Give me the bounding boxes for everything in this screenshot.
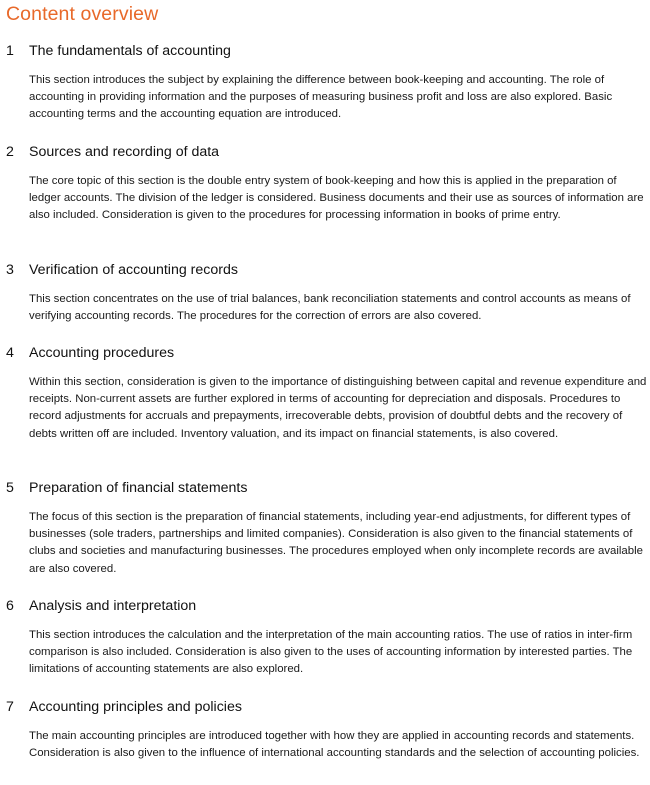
- section-body: The focus of this section is the preparation of financial statements, including year-end adjustments, for different types of businesses (sole traders, partnerships and limited companies). Consideration is also given to the financial statements of clubs and societies and manufacturing businesses. The procedures employed when only incomplete records are available are also covered.: [29, 511, 643, 575]
- section-title: Accounting procedures: [29, 345, 175, 361]
- section-title: Sources and recording of data: [29, 144, 220, 160]
- section-heading: [0, 261, 650, 279]
- section-number: 4: [6, 345, 14, 361]
- section-title: Verification of accounting records: [29, 262, 238, 278]
- section-heading: [0, 597, 650, 615]
- section-1: [0, 42, 650, 124]
- section-body: This section introduces the subject by explaining the difference between book-keeping and accounting. The role of accounting in providing information and the purposes of measuring business profit and loss are also explored. Basic accounting terms and the accounting equation are introduced.: [29, 74, 613, 121]
- section-number: 7: [6, 699, 14, 715]
- section-body: The main accounting principles are introduced together with how they are applied in accounting records and statements. Consideration is also given to the influence of international accounting standards and the selection of accounting policies.: [29, 730, 640, 760]
- section-heading: [0, 42, 650, 60]
- section-body: This section introduces the calculation and the interpretation of the main accounting ratios. The use of ratios in inter-firm comparison is also included. Consideration is also given to the uses of accounting information by interested parties. The limitations of accounting statements are also explored.: [29, 629, 633, 676]
- section-2: [0, 143, 650, 225]
- section-3: [0, 261, 650, 325]
- section-number: 5: [6, 480, 14, 496]
- section-heading: [0, 344, 650, 362]
- section-title: The fundamentals of accounting: [29, 43, 231, 59]
- section-body: Within this section, consideration is given to the importance of distinguishing between capital and revenue expenditure and receipts. Non-current assets are further explored in terms of accounting for depreciation and disposals. Procedures to record adjustments for accruals and prepayments, irrecoverable debts, provision of doubtful debts and the recovery of debts written off are included. Inventory valuation, and its impact on financial statements, is also covered.: [29, 376, 647, 440]
- section-title: Preparation of financial statements: [29, 480, 248, 496]
- section-heading: [0, 143, 650, 161]
- section-number: 2: [6, 144, 14, 160]
- section-body: This section concentrates on the use of trial balances, bank reconciliation statements and control accounts as means of verifying accounting records. The procedures for the correction of errors are also covered.: [29, 293, 631, 323]
- section-7: [0, 698, 650, 762]
- section-number: 3: [6, 262, 14, 278]
- section-title: Accounting principles and policies: [29, 699, 242, 715]
- page-title: Content overview: [6, 3, 159, 25]
- section-4: [0, 344, 650, 443]
- section-heading: [0, 479, 650, 497]
- section-heading: [0, 698, 650, 716]
- section-6: [0, 597, 650, 679]
- section-body: The core topic of this section is the double entry system of book-keeping and how this is applied in the preparation of ledger accounts. The division of the ledger is considered. Business documents and their use as sources of information are also included. Consideration is given to the procedures for processing information in books of prime entry.: [29, 175, 644, 222]
- section-title: Analysis and interpretation: [29, 598, 197, 614]
- section-number: 6: [6, 598, 14, 614]
- section-5: [0, 479, 650, 578]
- section-number: 1: [6, 43, 14, 59]
